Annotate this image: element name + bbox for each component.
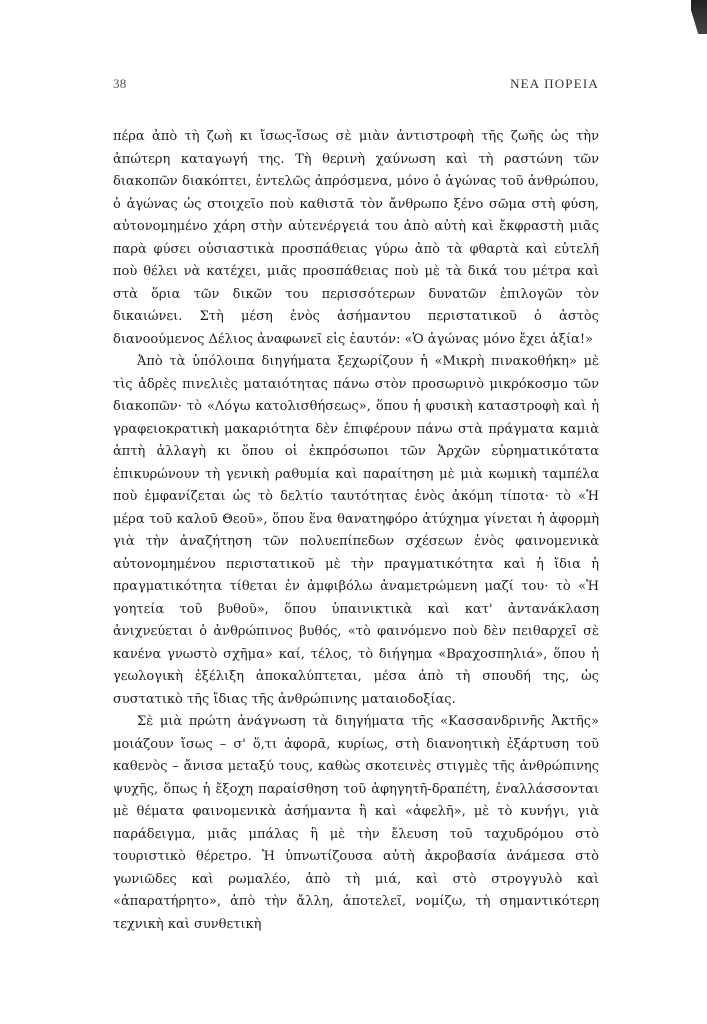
paragraph-1: πέρα ἀπὸ τὴ ζωὴ κι ἴσως-ἴσως σὲ μιὰν ἀντιστροφὴ τῆς ζωῆς ὡς τὴν ἀπώτερη καταγωγή της. Τὴ θερινὴ χαύνωση καὶ τὴ ραστώνη τῶν διακοπῶν διακόπτει, ἐντελῶς ἀπρόσμενα, μόνο ὁ ἀγώνας τοῦ ἀνθρώπου, ὁ ἀγώνας ὡς στοιχεῖο ποὺ καθιστᾶ τὸν ἄνθρωπο ξένο σῶμα στὴ φύση, αὐτονομημένο χάρη στὴν αὐτενέργειά του ἀπὸ αὐτὴ καὶ ἔκφραστὴ μιᾶς παρὰ φύσει οὐσιαστικὰ προσπάθειας γύρω ἀπὸ τὰ φθαρτὰ καὶ εὐτελῆ ποὺ θέλει νὰ κατέχει, μιᾶς προσπάθειας ποὺ μὲ τὰ δικά του μέτρα καὶ στὰ ὅρια τῶν δικῶν του περισσότερων δυνατῶν ἐπιλογῶν τὸν δικαιώνει. Στὴ μέση ἑνὸς ἀσήμαντου περιστατικοῦ ὁ ἀστὸς διανοούμενος Δέλιος ἀναφωνεῖ εἰς ἑαυτόν: «Ὁ ἀγώνας μόνο ἔχει ἀξία!» (113, 129, 599, 347)
paragraph-3: Σὲ μιὰ πρώτη ἀνάγνωση τὰ διηγήματα τῆς «Κασσανδρινῆς Ἀκτῆς» μοιάζουν ἴσως – σ' ὅ,τι ἀφορᾶ, κυρίως, στὴ διανοητικὴ ἐξάρτυση τοῦ καθενὸς – ἄνισα μεταξύ τους, καθὼς σκοτεινὲς στιγμὲς τῆς ἀνθρώπινης ψυχῆς, ὅπως ἡ ἔξοχη παραίσθηση τοῦ ἀφηγητῆ-δραπέτη, ἐναλλάσσονται μὲ θέματα φαινομενικὰ ἀσήμαντα ἢ καὶ «ἀφελῆ», μὲ τὸ κυνήγι, γιὰ παράδειγμα, μιᾶς μπάλας ἢ μὲ τὴν ἔλευση τοῦ ταχυδρόμου στὸ τουριστικὸ θέρετρο. Ἡ ὑπνωτίζουσα αὐτὴ ἀκροβασία ἀνάμεσα στὸ γωνιῶδες καὶ ρωμαλέο, ἀπὸ τὴ μιά, καὶ στὸ στρογγυλὸ καὶ «ἀπαρατήρητο», ἀπὸ τὴν ἄλλη, ἀποτελεῖ, νομίζω, τὴ σημαντικότερη τεχνικὴ καὶ συνθετικὴ (113, 714, 599, 932)
page-number: 38 (113, 76, 127, 91)
page-header (113, 76, 599, 96)
body-text (113, 126, 599, 936)
running-head: ΝΕΑ ΠΟΡΕΙΑ (510, 76, 599, 91)
paragraph-2: Ἀπὸ τὰ ὑπόλοιπα διηγήματα ξεχωρίζουν ἡ «Μικρὴ πινακοθήκη» μὲ τὶς ἁδρὲς πινελιὲς ματαιότητας πάνω στὸν προσωρινὸ μικρόκοσμο τῶν διακοπῶν· τὸ «Λόγω κατολισθήσεως», ὅπου ἡ φυσικὴ καταστροφὴ καὶ ἡ γραφειοκρατικὴ μακαριότητα δὲν ἐπιφέρουν πάνω στὰ πράγματα καμιὰ ἀπτὴ ἀλλαγὴ κι ὅπου οἱ ἐκπρόσωποι τῶν Ἀρχῶν εὑρηματικότατα ἐπικυρώνουν τὴ γενικὴ ραθυμία καὶ παραίτηση μὲ μιὰ κωμικὴ ταμπέλα ποὺ ἐμφανίζεται ὡς τὸ δελτίο ταυτότητας ἑνὸς ἀκόμη τίποτα· τὸ «Ἡ μέρα τοῦ καλοῦ Θεοῦ», ὅπου ἕνα θανατηφόρο ἀτύχημα γίνεται ἡ ἀφορμὴ γιὰ τὴν ἀναζήτηση τῶν πολυεπίπεδων σχέσεων ἑνὸς φαινομενικὰ αὐτονομημένου περιστατικοῦ μὲ τὴν πραγματικότητα καὶ ἡ ἴδια ἡ πραγματικότητα τίθεται ἐν ἀμφιβόλω ἀναμετρώμενη μαζί του· τὸ «Ἡ γοητεία τοῦ βυθοῦ», ὅπου ὑπαινικτικὰ καὶ κατ' ἀντανάκλαση ἀνιχνεύεται ὁ ἀνθρώπινος βυθός, «τὸ φαινόμενο ποὺ δὲν πειθαρχεῖ σὲ κανένα γνωστὸ σχῆμα» καί, τέλος, τὸ διήγημα «Βραχοσπηλιά», ὅπου ἡ γεωλογικὴ ἐξέλιξη ἀποκαλύπτεται, μέσα ἀπὸ τὴ σπουδή της, ὡς συστατικὸ τῆς ἴδιας τῆς ἀνθρώπινης ματαιοδοξίας. (113, 354, 599, 707)
page-corner-mark (691, 0, 707, 34)
